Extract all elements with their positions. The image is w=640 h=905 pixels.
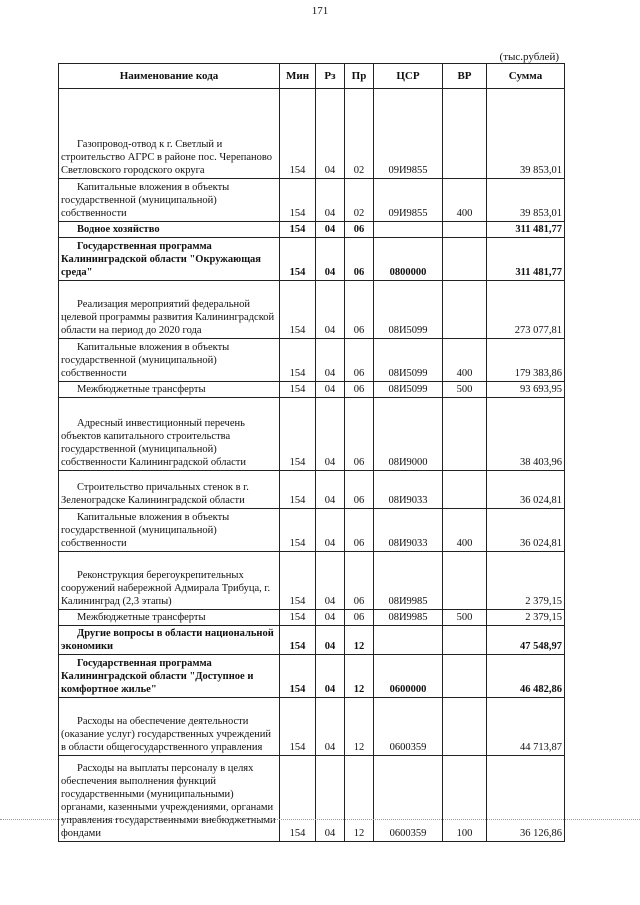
row-min: 154 <box>280 281 316 339</box>
row-rz: 04 <box>316 756 345 842</box>
row-sum: 273 077,81 <box>487 281 565 339</box>
row-vr <box>443 655 487 698</box>
row-vr: 400 <box>443 509 487 552</box>
table-row <box>59 281 565 339</box>
row-pr: 06 <box>345 238 374 281</box>
row-min: 154 <box>280 552 316 610</box>
row-csr: 09И9855 <box>374 89 443 179</box>
row-min: 154 <box>280 398 316 471</box>
row-name: Капитальные вложения в объекты государственной (муниципальной) собственности <box>59 509 280 552</box>
row-vr <box>443 398 487 471</box>
row-sum: 311 481,77 <box>487 222 565 238</box>
page-number: 171 <box>311 5 329 17</box>
row-sum: 2 379,15 <box>487 610 565 626</box>
row-pr: 06 <box>345 382 374 398</box>
row-csr: 09И9855 <box>374 179 443 222</box>
row-name: Капитальные вложения в объекты государственной (муниципальной) собственности <box>59 179 280 222</box>
table-header-row <box>59 64 565 89</box>
row-min: 154 <box>280 610 316 626</box>
row-rz: 04 <box>316 398 345 471</box>
row-rz: 04 <box>316 238 345 281</box>
row-min: 154 <box>280 509 316 552</box>
row-name: Межбюджетные трансферты <box>59 382 280 398</box>
row-min: 154 <box>280 339 316 382</box>
row-csr: 0600359 <box>374 698 443 756</box>
table-row <box>59 655 565 698</box>
row-vr <box>443 626 487 655</box>
row-name: Водное хозяйство <box>59 222 280 238</box>
budget-table <box>58 63 565 842</box>
row-name: Капитальные вложения в объекты государственной (муниципальной) собственности <box>59 339 280 382</box>
row-pr: 12 <box>345 655 374 698</box>
column-header-min: Мин <box>280 64 316 89</box>
row-name: Реализация мероприятий федеральной целевой программы развития Калининградской области на период до 2020 года <box>59 281 280 339</box>
table-row <box>59 698 565 756</box>
row-sum: 39 853,01 <box>487 89 565 179</box>
row-csr: 08И9985 <box>374 610 443 626</box>
row-sum: 179 383,86 <box>487 339 565 382</box>
row-rz: 04 <box>316 179 345 222</box>
row-csr: 08И9000 <box>374 398 443 471</box>
row-min: 154 <box>280 179 316 222</box>
row-csr: 0800000 <box>374 238 443 281</box>
row-sum: 47 548,97 <box>487 626 565 655</box>
table-row <box>59 398 565 471</box>
table-row <box>59 471 565 509</box>
row-csr: 0600359 <box>374 756 443 842</box>
row-vr: 400 <box>443 179 487 222</box>
row-rz: 04 <box>316 281 345 339</box>
table-row <box>59 222 565 238</box>
row-vr: 500 <box>443 382 487 398</box>
row-csr: 08И9033 <box>374 509 443 552</box>
column-header-name: Наименование кода <box>59 64 280 89</box>
row-vr <box>443 552 487 610</box>
row-sum: 93 693,95 <box>487 382 565 398</box>
row-name: Расходы на выплаты персоналу в целях обеспечения выполнения функций государственными (муниципальными) органами, казенными учреждениями, органами управления государственными внебюджетными фондами <box>59 756 280 842</box>
column-header-sum: Сумма <box>487 64 565 89</box>
row-rz: 04 <box>316 222 345 238</box>
row-name: Строительство причальных стенок в г. Зеленоградске Калининградской области <box>59 471 280 509</box>
row-name: Реконструкция берегоукрепительных сооружений набережной Адмирала Трибуца, г. Калининград (2,3 этапы) <box>59 552 280 610</box>
row-sum: 2 379,15 <box>487 552 565 610</box>
row-sum: 44 713,87 <box>487 698 565 756</box>
row-pr: 06 <box>345 281 374 339</box>
row-vr <box>443 281 487 339</box>
table-row <box>59 179 565 222</box>
row-pr: 06 <box>345 339 374 382</box>
column-header-csr: ЦСР <box>374 64 443 89</box>
row-pr: 06 <box>345 222 374 238</box>
table-row <box>59 610 565 626</box>
row-pr: 12 <box>345 626 374 655</box>
row-min: 154 <box>280 382 316 398</box>
row-pr: 06 <box>345 471 374 509</box>
table-row <box>59 509 565 552</box>
row-pr: 06 <box>345 610 374 626</box>
row-name: Государственная программа Калининградской области "Окружающая среда" <box>59 238 280 281</box>
row-min: 154 <box>280 471 316 509</box>
row-sum: 311 481,77 <box>487 238 565 281</box>
row-csr: 08И9985 <box>374 552 443 610</box>
row-csr: 08И9033 <box>374 471 443 509</box>
table-row <box>59 339 565 382</box>
row-csr <box>374 222 443 238</box>
row-csr: 08И5099 <box>374 281 443 339</box>
column-header-vr: ВР <box>443 64 487 89</box>
row-csr: 0600000 <box>374 655 443 698</box>
row-csr: 08И5099 <box>374 382 443 398</box>
row-min: 154 <box>280 655 316 698</box>
row-pr: 02 <box>345 179 374 222</box>
row-min: 154 <box>280 698 316 756</box>
row-name: Расходы на обеспечение деятельности (оказание услуг) государственных учреждений в области общегосударственного управления <box>59 698 280 756</box>
row-min: 154 <box>280 626 316 655</box>
row-pr: 06 <box>345 398 374 471</box>
row-vr <box>443 238 487 281</box>
column-header-pr: Пр <box>345 64 374 89</box>
table-row <box>59 626 565 655</box>
row-vr <box>443 698 487 756</box>
row-vr <box>443 89 487 179</box>
table-row <box>59 756 565 842</box>
row-min: 154 <box>280 89 316 179</box>
row-pr: 02 <box>345 89 374 179</box>
row-min: 154 <box>280 756 316 842</box>
row-vr <box>443 471 487 509</box>
row-rz: 04 <box>316 698 345 756</box>
table-row <box>59 552 565 610</box>
row-vr: 400 <box>443 339 487 382</box>
row-vr: 500 <box>443 610 487 626</box>
row-csr: 08И5099 <box>374 339 443 382</box>
row-sum: 36 024,81 <box>487 509 565 552</box>
row-rz: 04 <box>316 552 345 610</box>
row-rz: 04 <box>316 471 345 509</box>
row-min: 154 <box>280 222 316 238</box>
row-rz: 04 <box>316 610 345 626</box>
row-pr: 12 <box>345 698 374 756</box>
row-sum: 36 126,86 <box>487 756 565 842</box>
table-row <box>59 238 565 281</box>
row-pr: 06 <box>345 509 374 552</box>
row-rz: 04 <box>316 89 345 179</box>
row-pr: 12 <box>345 756 374 842</box>
row-rz: 04 <box>316 626 345 655</box>
units-label: (тыс.рублей) <box>499 51 559 63</box>
row-rz: 04 <box>316 339 345 382</box>
row-pr: 06 <box>345 552 374 610</box>
row-min: 154 <box>280 238 316 281</box>
row-csr <box>374 626 443 655</box>
row-name: Адресный инвестиционный перечень объектов капитального строительства государственной (муниципальной) собственности Калининградской области <box>59 398 280 471</box>
row-sum: 38 403,96 <box>487 398 565 471</box>
column-header-rz: Рз <box>316 64 345 89</box>
row-rz: 04 <box>316 655 345 698</box>
table-row <box>59 382 565 398</box>
row-rz: 04 <box>316 509 345 552</box>
row-sum: 36 024,81 <box>487 471 565 509</box>
row-name: Межбюджетные трансферты <box>59 610 280 626</box>
row-sum: 46 482,86 <box>487 655 565 698</box>
row-vr: 100 <box>443 756 487 842</box>
row-vr <box>443 222 487 238</box>
table-row <box>59 89 565 179</box>
row-name: Газопровод-отвод к г. Светлый и строительство АГРС в районе пос. Черепаново Светловского городского округа <box>59 89 280 179</box>
scan-edge-line <box>0 819 640 820</box>
row-rz: 04 <box>316 382 345 398</box>
row-name: Другие вопросы в области национальной экономики <box>59 626 280 655</box>
row-name: Государственная программа Калининградской области "Доступное и комфортное жилье" <box>59 655 280 698</box>
row-sum: 39 853,01 <box>487 179 565 222</box>
